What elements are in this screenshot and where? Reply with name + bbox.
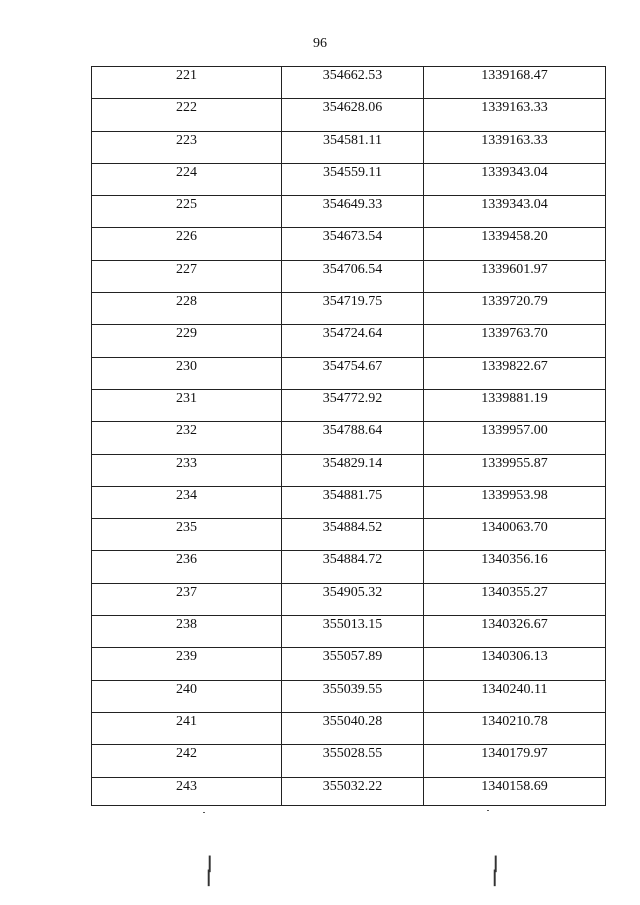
northing-cell: 1339163.33 [424, 99, 606, 131]
easting-cell: 355013.15 [282, 616, 424, 648]
point-number-cell: 223 [92, 131, 282, 163]
table-row [92, 131, 606, 163]
table-row [92, 422, 606, 454]
northing-cell: 1340240.11 [424, 680, 606, 712]
point-number-cell: 235 [92, 519, 282, 551]
easting-cell: 354706.54 [282, 260, 424, 292]
easting-cell: 354719.75 [282, 293, 424, 325]
point-number-cell: 240 [92, 680, 282, 712]
scan-mark [203, 812, 205, 813]
point-number-cell: 243 [92, 777, 282, 805]
table-row [92, 196, 606, 228]
northing-cell: 1339953.98 [424, 486, 606, 518]
easting-cell: 354829.14 [282, 454, 424, 486]
table-row [92, 325, 606, 357]
easting-cell: 354581.11 [282, 131, 424, 163]
table-row [92, 745, 606, 777]
easting-cell: 355039.55 [282, 680, 424, 712]
easting-cell: 354662.53 [282, 67, 424, 99]
easting-cell: 354905.32 [282, 583, 424, 615]
table-row [92, 777, 606, 805]
northing-cell: 1339168.47 [424, 67, 606, 99]
table-row [92, 648, 606, 680]
table-row [92, 583, 606, 615]
table-row [92, 163, 606, 195]
point-number-cell: 222 [92, 99, 282, 131]
point-number-cell: 221 [92, 67, 282, 99]
table-row [92, 616, 606, 648]
point-number-cell: 227 [92, 260, 282, 292]
table-row [92, 67, 606, 99]
easting-cell: 354628.06 [282, 99, 424, 131]
easting-cell: 354649.33 [282, 196, 424, 228]
point-number-cell: 231 [92, 389, 282, 421]
point-number-cell: 228 [92, 293, 282, 325]
easting-cell: 354772.92 [282, 389, 424, 421]
point-number-cell: 236 [92, 551, 282, 583]
northing-cell: 1340179.97 [424, 745, 606, 777]
easting-cell: 355040.28 [282, 712, 424, 744]
northing-cell: 1339458.20 [424, 228, 606, 260]
easting-cell: 355032.22 [282, 777, 424, 805]
point-number-cell: 242 [92, 745, 282, 777]
table-row [92, 389, 606, 421]
easting-cell: 355028.55 [282, 745, 424, 777]
northing-cell: 1340326.67 [424, 616, 606, 648]
table-row [92, 454, 606, 486]
easting-cell: 354559.11 [282, 163, 424, 195]
point-number-cell: 230 [92, 357, 282, 389]
northing-cell: 1339720.79 [424, 293, 606, 325]
northing-cell: 1339601.97 [424, 260, 606, 292]
coordinates-table-body [92, 67, 606, 806]
table-row [92, 357, 606, 389]
point-number-cell: 241 [92, 712, 282, 744]
table-row [92, 99, 606, 131]
point-number-cell: 237 [92, 583, 282, 615]
table-row [92, 680, 606, 712]
northing-cell: 1339881.19 [424, 389, 606, 421]
scan-mark: ❘ [488, 869, 502, 886]
easting-cell: 355057.89 [282, 648, 424, 680]
point-number-cell: 224 [92, 163, 282, 195]
northing-cell: 1340063.70 [424, 519, 606, 551]
northing-cell: 1339822.67 [424, 357, 606, 389]
northing-cell: 1339955.87 [424, 454, 606, 486]
point-number-cell: 238 [92, 616, 282, 648]
table-row [92, 228, 606, 260]
table-row [92, 712, 606, 744]
northing-cell: 1339163.33 [424, 131, 606, 163]
table-row [92, 551, 606, 583]
point-number-cell: 239 [92, 648, 282, 680]
point-number-cell: 225 [92, 196, 282, 228]
table-row [92, 486, 606, 518]
point-number-cell: 232 [92, 422, 282, 454]
point-number-cell: 233 [92, 454, 282, 486]
scan-mark: ❘ [202, 869, 216, 886]
northing-cell: 1340356.16 [424, 551, 606, 583]
point-number-cell: 229 [92, 325, 282, 357]
easting-cell: 354881.75 [282, 486, 424, 518]
table-row [92, 519, 606, 551]
point-number-cell: 234 [92, 486, 282, 518]
table-row [92, 293, 606, 325]
easting-cell: 354673.54 [282, 228, 424, 260]
scan-mark: ❘ [489, 855, 503, 872]
easting-cell: 354884.52 [282, 519, 424, 551]
easting-cell: 354884.72 [282, 551, 424, 583]
table-row [92, 260, 606, 292]
easting-cell: 354788.64 [282, 422, 424, 454]
scan-mark: ❘ [203, 855, 217, 872]
easting-cell: 354724.64 [282, 325, 424, 357]
northing-cell: 1340158.69 [424, 777, 606, 805]
easting-cell: 354754.67 [282, 357, 424, 389]
northing-cell: 1339957.00 [424, 422, 606, 454]
northing-cell: 1339763.70 [424, 325, 606, 357]
page-number: 96 [313, 36, 327, 51]
northing-cell: 1339343.04 [424, 196, 606, 228]
northing-cell: 1340306.13 [424, 648, 606, 680]
northing-cell: 1340355.27 [424, 583, 606, 615]
coordinates-table [91, 66, 606, 806]
point-number-cell: 226 [92, 228, 282, 260]
northing-cell: 1340210.78 [424, 712, 606, 744]
northing-cell: 1339343.04 [424, 163, 606, 195]
scan-mark [487, 810, 489, 811]
